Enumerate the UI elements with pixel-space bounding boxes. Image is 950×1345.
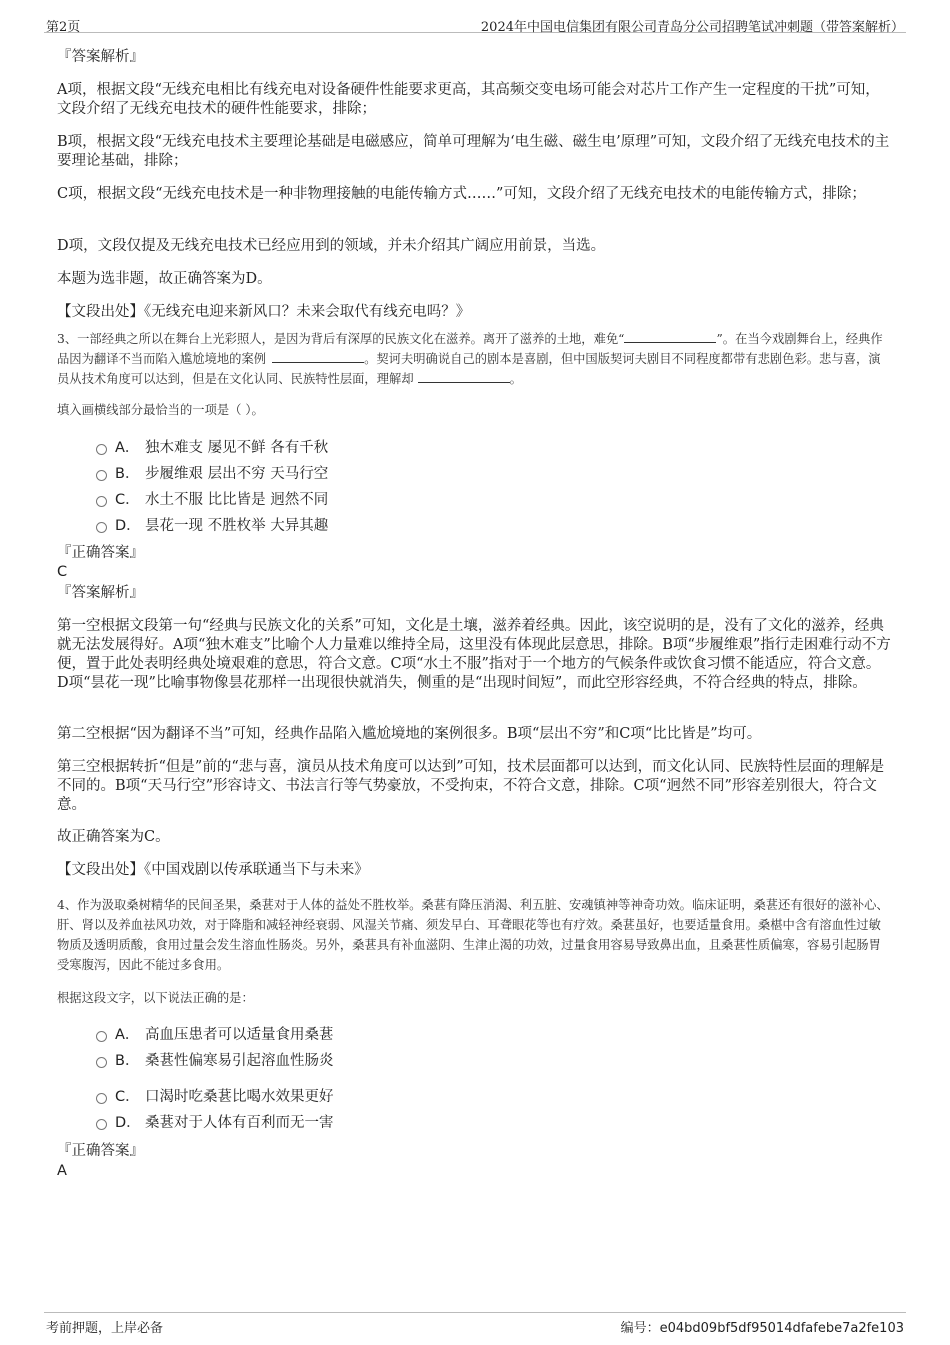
- q2-analysis-d: D项，文段仅提及无线充电技术已经应用到的领域，并未介绍其广阔应用前景，当选。: [57, 238, 606, 254]
- q3-stem: 3、一部经典之所以在舞台上光彩照人，是因为背后有深厚的民族文化在滋养。离开了滋养的土地，难免“ ”。在当今戏剧舞台上，经典作品因为翻译不当而陷入尴尬境地的案例 。契诃夫明确说自己的剧本是喜剧，但中国版契诃夫剧目不同程度都带有悲剧色彩。悲与喜，演员从技术角度可以达到，但是在文化认同、民族特性层面，理解却 。: [57, 332, 883, 386]
- q3-analysis-2: 第二空根据“因为翻译不当”可知，经典作品陷入尴尬境地的案例很多。B项“层出不穷”和C项“比比皆是”均可。: [57, 726, 762, 742]
- q3-option-b[interactable]: B． 步履维艰 层出不穷 天马行空: [96, 465, 328, 484]
- q4-prompt: 根据这段文字，以下说法正确的是：: [57, 991, 254, 1005]
- q3-analysis-3: 第三空根据转折“但是”前的“悲与喜，演员从技术角度可以达到”可知，技术层面都可以达到，而文化认同、民族特性层面的理解是不同的。B项“天马行空”形容诗文、书法言行等气势豪放，不受拘束，不符合文意，排除。C项“迥然不同”形容差别很大，符合文意。: [57, 759, 885, 813]
- page-footer: [44, 1312, 906, 1335]
- q2-source: 【文段出处】《无线充电迎来新风口？未来会取代有线充电吗？》: [57, 304, 471, 320]
- radio-button-icon[interactable]: [96, 470, 107, 481]
- q4-correct-answer: A: [57, 1163, 67, 1179]
- q3-analysis-1: 第一空根据文段第一句“经典与民族文化的关系”可知，文化是土壤，滋养着经典。因此，该空说明的是，没有了文化的滋养，经典就无法发展得好。A项“独木难支”比喻个人力量难以维持全局，这里没有体现此层意思，排除。B项“步履维艰”指行走困难行动不方便，置于此处表明经典处境艰难的意思，符合文意。C项“水土不服”指对于一个地方的气候条件或饮食习惯不能适应，符合文意。D项“昙花一现”比喻事物像昙花那样一出现很快就消失，侧重的是“出现时间短”，而此空形容经典，不符合经典的特点，排除。: [57, 618, 891, 691]
- q2-analysis-b: B项，根据文段“无线充电技术主要理论基础是电磁感应，简单可理解为‘电生磁、磁生电’原理”可知，文段介绍了无线充电技术的主要理论基础，排除；: [57, 134, 890, 169]
- q3-option-a[interactable]: A． 独木难支 屡见不鲜 各有千秋: [96, 439, 328, 458]
- radio-button-icon[interactable]: [96, 496, 107, 507]
- q3-option-d[interactable]: D． 昙花一现 不胜枚举 大异其趣: [96, 517, 328, 536]
- q2-analysis-a: A项，根据文段“无线充电相比有线充电对设备硬件性能要求更高，其高频交变电场可能会对芯片工作产生一定程度的干扰”可知，文段介绍了无线充电技术的硬件性能要求，排除；: [57, 82, 880, 117]
- document-title: 2024年中国电信集团有限公司青岛分公司招聘笔试冲刺题（带答案解析）: [480, 20, 904, 35]
- q3-source: 【文段出处】《中国戏剧以传承联通当下与未来》: [57, 862, 369, 878]
- radio-button-icon[interactable]: [96, 1057, 107, 1068]
- radio-button-icon[interactable]: [96, 1093, 107, 1104]
- q3-option-c[interactable]: C． 水土不服 比比皆是 迥然不同: [96, 491, 328, 510]
- radio-button-icon[interactable]: [96, 1031, 107, 1042]
- q4-option-b[interactable]: B． 桑葚性偏寒易引起溶血性肠炎: [96, 1052, 334, 1071]
- page-header: [44, 14, 906, 33]
- footer-slogan: 考前押题，上岸必备: [46, 1321, 164, 1336]
- q4-option-c[interactable]: C． 口渴时吃桑葚比喝水效果更好: [96, 1088, 334, 1107]
- q4-option-a[interactable]: A． 高血压患者可以适量食用桑葚: [96, 1026, 334, 1045]
- q2-conclusion: 本题为选非题，故正确答案为D。: [57, 271, 272, 287]
- q3-conclusion: 故正确答案为C。: [57, 829, 170, 845]
- radio-button-icon[interactable]: [96, 1119, 107, 1130]
- q3-prompt: 填入画横线部分最恰当的一项是（ ）。: [57, 403, 264, 417]
- q3-correct-label: 『正确答案』: [57, 545, 144, 561]
- q4-correct-label: 『正确答案』: [57, 1143, 144, 1159]
- page-number: 第2页: [46, 20, 81, 35]
- radio-button-icon[interactable]: [96, 522, 107, 533]
- q4-option-d[interactable]: D． 桑葚对于人体有百利而无一害: [96, 1114, 334, 1133]
- q4-stem: 4、作为汲取桑树精华的民间圣果，桑葚对于人体的益处不胜枚举。桑葚有降压消渴、利五脏、安魂镇神等神奇功效。临床证明，桑葚还有很好的滋补心、肝、肾以及养血祛风功效，对于降脂和减轻神经衰弱、风湿关节痛、须发早白、耳聋眼花等也有疗效。桑葚虽好，也要适量食用。桑椹中含有溶血性过敏物质及透明质酸，食用过量会发生溶血性肠炎。另外，桑葚具有补血滋阴、生津止渴的功效，过量食用容易导致鼻出血，且桑葚性质偏寒，容易引起肠胃受寒腹泻，因此不能过多食用。: [57, 898, 889, 972]
- document-id: 编号：e04bd09bf5df95014dfafebe7a2fe103: [620, 1321, 904, 1336]
- q2-analysis-c: C项，根据文段“无线充电技术是一种非物理接触的电能传输方式……”可知，文段介绍了无线充电技术的电能传输方式，排除；: [57, 186, 866, 202]
- q2-analysis-label: 『答案解析』: [57, 49, 144, 65]
- q3-analysis-label: 『答案解析』: [57, 585, 144, 601]
- radio-button-icon[interactable]: [96, 444, 107, 455]
- q3-correct-answer: C: [57, 564, 68, 580]
